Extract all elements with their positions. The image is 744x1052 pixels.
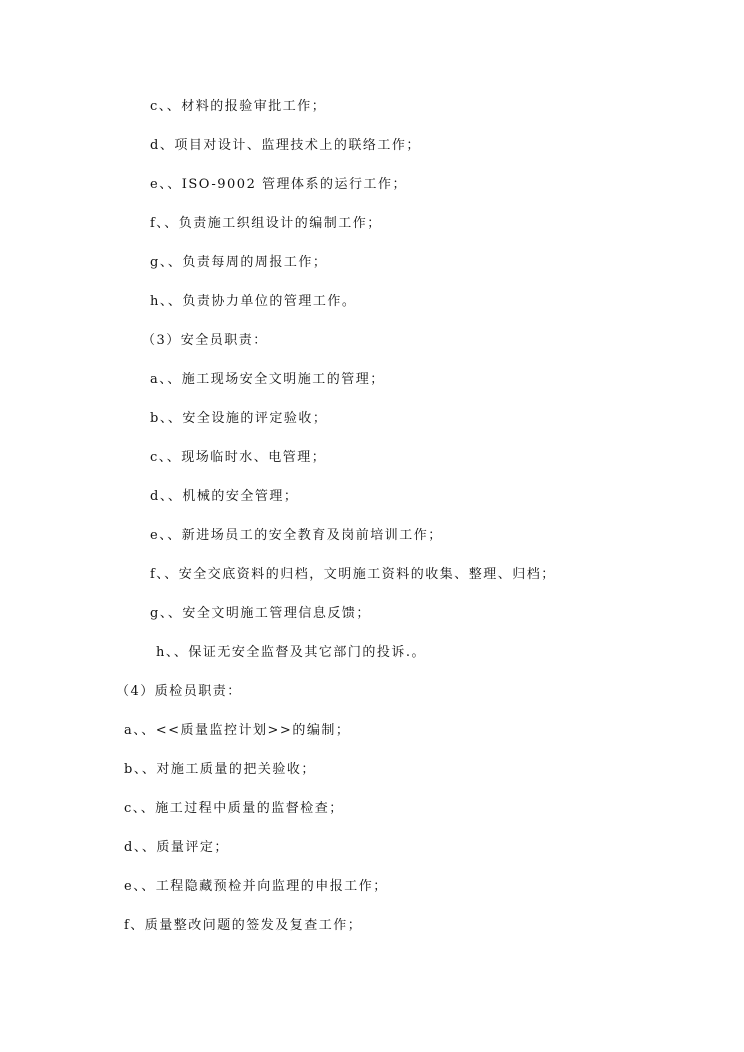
duty-item-d: d、项目对设计、监理技术上的联络工作； bbox=[150, 138, 421, 153]
quality-item-d: d、、质量评定； bbox=[124, 840, 229, 855]
duty-item-f: f、、负责施工织组设计的编制工作； bbox=[150, 216, 382, 231]
quality-item-a: a、、<<质量监控计划>>的编制； bbox=[124, 723, 351, 738]
safety-item-g: g、、安全文明施工管理信息反馈； bbox=[150, 606, 371, 621]
quality-item-e: e、、工程隐藏预检并向监理的申报工作； bbox=[124, 879, 388, 894]
duty-item-c: c、、材料的报验审批工作； bbox=[150, 99, 327, 114]
quality-item-b: b、、对施工质量的把关验收； bbox=[124, 762, 316, 777]
section-heading-safety-officer: （3）安全员职责： bbox=[142, 333, 268, 348]
duty-item-e: e、、ISO-9002 管理体系的运行工作； bbox=[150, 177, 407, 192]
duty-item-h: h、、负责协力单位的管理工作。 bbox=[150, 294, 357, 309]
safety-item-h: h、、保证无安全监督及其它部门的投诉.。 bbox=[156, 645, 427, 660]
safety-item-a: a、、施工现场安全文明施工的管理； bbox=[150, 372, 385, 387]
section-heading-quality-inspector: （4）质检员职责： bbox=[116, 684, 242, 699]
safety-item-b: b、、安全设施的评定验收； bbox=[150, 411, 328, 426]
safety-item-c: c、、现场临时水、电管理； bbox=[150, 450, 327, 465]
quality-item-f: f、质量整改问题的签发及复查工作； bbox=[124, 918, 363, 933]
safety-item-d: d、、机械的安全管理； bbox=[150, 489, 299, 504]
safety-item-e: e、、新进场员工的安全教育及岗前培训工作； bbox=[150, 528, 443, 543]
quality-item-c: c、、施工过程中质量的监督检查； bbox=[124, 801, 344, 816]
safety-item-f: f、、安全交底资料的归档，文明施工资料的收集、整理、归档； bbox=[150, 567, 556, 582]
duty-item-g: g、、负责每周的周报工作； bbox=[150, 255, 328, 270]
